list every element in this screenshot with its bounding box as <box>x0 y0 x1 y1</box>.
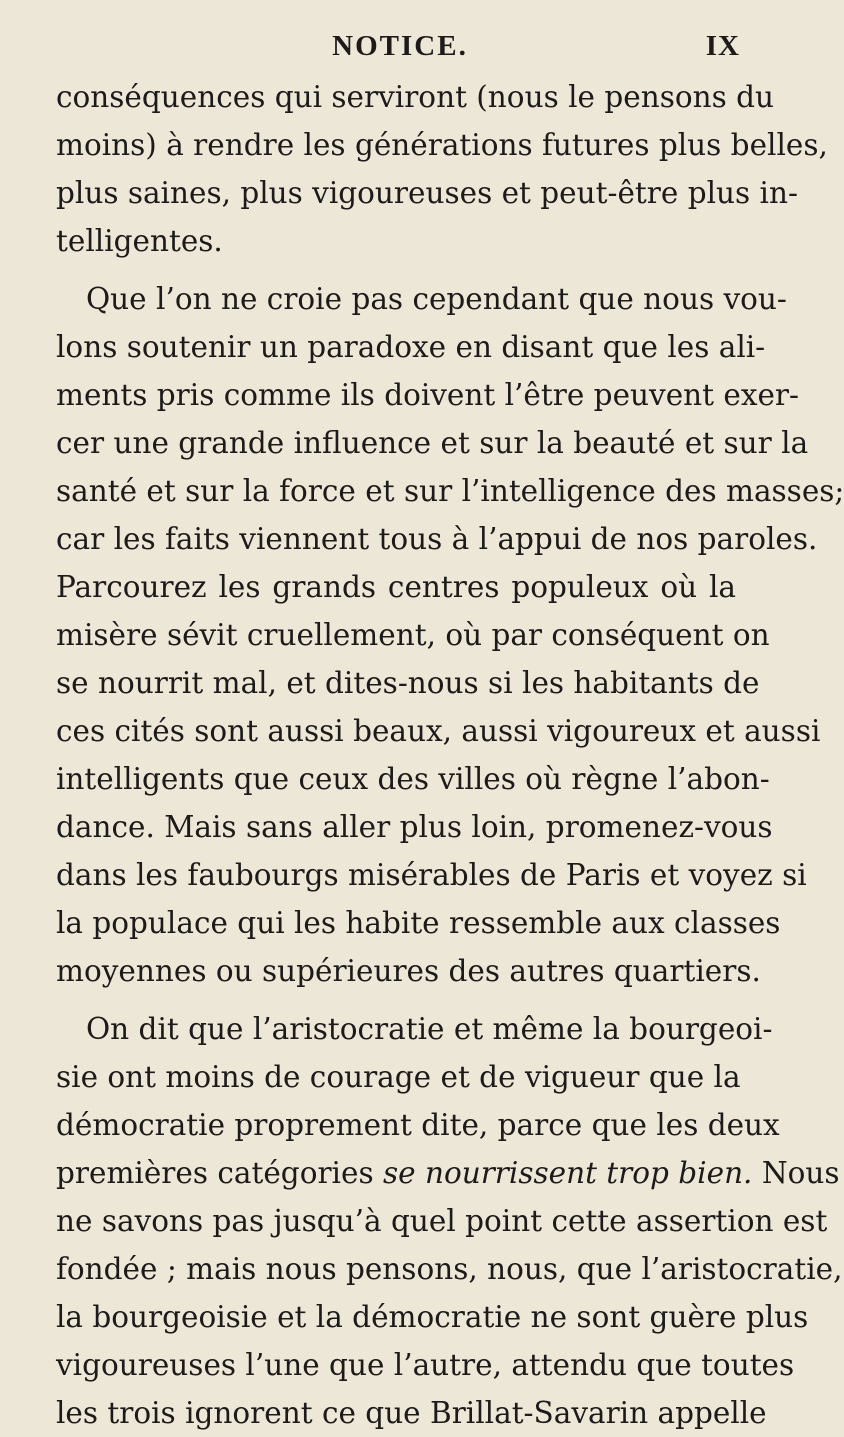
text-line: Que l’on ne croie pas cependant que nous vou- <box>86 282 787 316</box>
text-line-with-italic <box>56 1149 840 1197</box>
running-head <box>60 26 740 66</box>
text-line: fondée ; mais nous pensons, nous, que l’aristocratie, <box>56 1252 843 1286</box>
text-line: vigoureuses l’une que l’autre, attendu que toutes <box>56 1348 795 1382</box>
text-line: la bourgeoisie et la démocratie ne sont guère plus <box>56 1300 809 1334</box>
text-line: ments pris comme ils doivent l’être peuvent exer- <box>56 378 800 412</box>
text-line: Parcourez les grands centres populeux où la <box>56 570 736 604</box>
text-line: ces cités sont aussi beaux, aussi vigoureux et aussi <box>56 714 821 748</box>
text-line: dans les faubourgs misérables de Paris et voyez si <box>56 858 807 892</box>
text-line: conséquences qui serviront (nous le pensons du <box>56 80 774 114</box>
text-line: ne savons pas jusqu’à quel point cette assertion est <box>56 1204 828 1238</box>
text-line: dance. Mais sans aller plus loin, promenez-vous <box>56 810 773 844</box>
text-line: plus saines, plus vigoureuses et peut-être plus in- <box>56 176 798 210</box>
page-number: IX <box>705 30 740 62</box>
text-line: se nourrit mal, et dites-nous si les habitants de <box>56 666 760 700</box>
text-line: la populace qui les habite ressemble aux classes <box>56 906 781 940</box>
text-line: moins) à rendre les générations futures plus belles, <box>56 128 828 162</box>
text-line: misère sévit cruellement, où par conséquent on <box>56 618 770 652</box>
text-line: car les faits viennent tous à l’appui de nos paroles. <box>56 522 818 556</box>
text-line: sie ont moins de courage et de vigueur que la <box>56 1060 741 1094</box>
text-line: moyennes ou supérieures des autres quartiers. <box>56 954 761 988</box>
text-line: lons soutenir un paradoxe en disant que les ali- <box>56 330 766 364</box>
text-line: intelligents que ceux des villes où règne l’abon- <box>56 762 770 796</box>
body-text <box>56 73 844 1437</box>
text-line: On dit que l’aristocratie et même la bourgeoi- <box>86 1012 773 1046</box>
running-title: NOTICE. <box>332 30 468 62</box>
text-line: santé et sur la force et sur l’intelligence des masses; <box>56 474 844 508</box>
italic-phrase: se nourrissent trop bien. <box>382 1156 753 1190</box>
text-line: démocratie proprement dite, parce que les deux <box>56 1108 780 1142</box>
text-line: telligentes. <box>56 224 223 258</box>
text-run: premières catégories <box>56 1156 383 1190</box>
text-run: Nous <box>752 1156 840 1190</box>
text-line: cer une grande influence et sur la beauté et sur la <box>56 426 809 460</box>
text-line: les trois ignorent ce que Brillat-Savarin appelle <box>56 1396 767 1430</box>
